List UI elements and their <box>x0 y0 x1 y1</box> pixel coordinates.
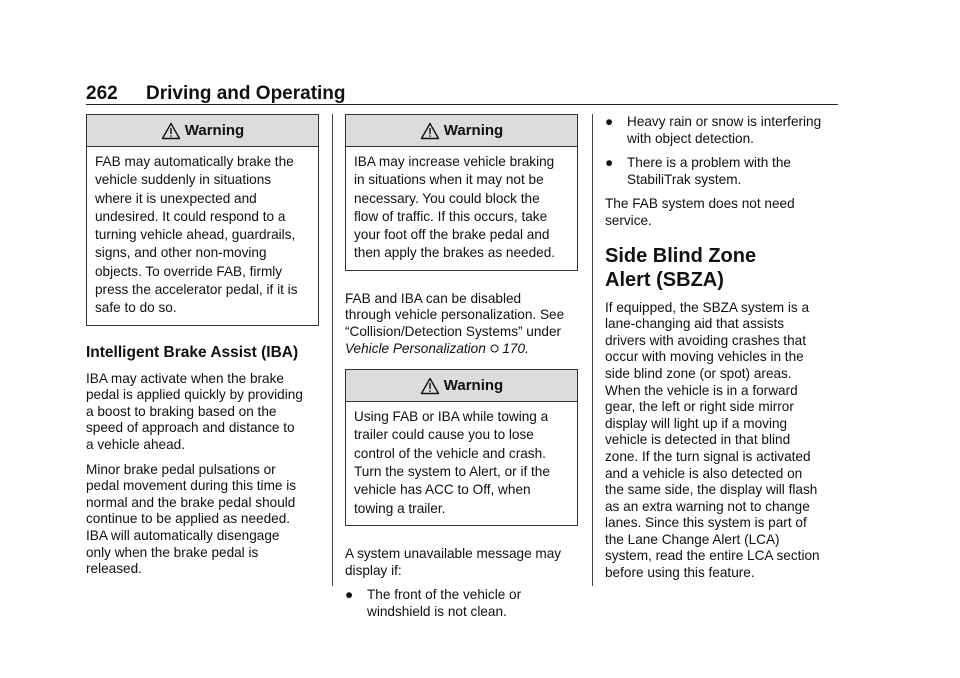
bullet-icon: ● <box>605 114 614 129</box>
text-line: with object detection. <box>627 130 754 146</box>
warning-triangle-icon <box>420 377 440 395</box>
column-3 <box>605 114 838 582</box>
text-line: When the vehicle is in a forward <box>605 382 798 398</box>
text-line: display will light up if a moving <box>605 415 788 431</box>
column-1 <box>86 114 319 578</box>
warning-box-iba <box>345 114 578 271</box>
text-line: normal and the brake pedal should <box>86 494 296 510</box>
text-line: IBA will automatically disengage <box>86 528 280 544</box>
page-number: 262 <box>86 83 118 104</box>
list-item <box>605 114 838 147</box>
warning-line: then apply the brakes as needed. <box>354 245 556 261</box>
warning-line: in situations when it may not be <box>354 172 544 188</box>
iba-heading: Intelligent Brake Assist (IBA) <box>86 343 299 361</box>
warning-line: vehicle suddenly in situations <box>95 172 272 188</box>
sbza-paragraph <box>605 300 838 582</box>
warning-box-fab <box>86 114 319 326</box>
warning-triangle-icon <box>161 122 181 140</box>
text-line: system, read the entire LCA section <box>605 548 820 564</box>
reference-page[interactable]: 170 <box>502 340 526 356</box>
column-2 <box>345 114 578 620</box>
text-line: continue to be applied as needed. <box>86 511 291 527</box>
warning-triangle-icon <box>420 122 440 140</box>
warning-line: where it is unexpected and <box>95 190 257 206</box>
warning-body <box>346 402 577 525</box>
warning-line: FAB may automatically brake the <box>95 154 294 169</box>
text-line: There is a problem with the <box>627 155 791 171</box>
text-line: released. <box>86 561 142 577</box>
heading-line: Alert (SBZA) <box>605 268 724 291</box>
warning-label: Warning <box>443 122 504 139</box>
text-line: lanes. Since this system is part of <box>605 515 807 531</box>
page-reference-icon <box>490 344 499 353</box>
text-line: IBA may activate when the brake <box>86 370 284 386</box>
warning-box-towing <box>345 369 578 526</box>
iba-paragraph-1 <box>86 371 319 454</box>
text-line: FAB and IBA can be disabled <box>345 290 522 306</box>
warning-body <box>87 147 318 325</box>
text-line: occur with moving vehicles in the <box>605 349 804 365</box>
text-line: vehicle is detected in that blind <box>605 432 791 448</box>
text-line: display if: <box>345 562 402 578</box>
text-line: windshield is not clean. <box>367 603 507 619</box>
text-line: the same side, the display will flash <box>605 482 818 498</box>
column-divider-right <box>592 114 593 586</box>
warning-line: control of the vehicle and crash. <box>354 445 546 461</box>
list-item <box>345 587 578 620</box>
text-line: the Lane Change Alert (LCA) <box>605 531 780 547</box>
warning-line: press the accelerator pedal, if it is <box>95 282 298 298</box>
text-line: The FAB system does not need <box>605 196 795 212</box>
text-line: The front of the vehicle or <box>367 587 522 603</box>
list-item <box>605 155 838 188</box>
text-line: only when the brake pedal is <box>86 544 259 560</box>
warning-line: your foot off the brake pedal and <box>354 227 550 243</box>
heading-line: Side Blind Zone <box>605 244 757 267</box>
text-line: gear, the left or right side mirror <box>605 399 794 415</box>
warning-line: vehicle has ACC to Off, when <box>354 482 531 498</box>
warning-label: Warning <box>443 377 504 395</box>
warning-body <box>346 147 577 270</box>
text-line: drivers with avoiding crashes that <box>605 332 806 348</box>
text-line: a boost to braking based on the <box>86 403 277 419</box>
warning-header <box>346 115 577 147</box>
warning-line: objects. To override FAB, firmly <box>95 263 283 279</box>
warning-line: Turn the system to Alert, or if the <box>354 464 550 480</box>
warning-line: turning vehicle ahead, guardrails, <box>95 227 296 243</box>
unavailable-paragraph <box>345 546 578 579</box>
text-line: as an extra warning not to change <box>605 498 810 514</box>
page-header <box>86 84 838 105</box>
bullet-icon: ● <box>605 155 614 171</box>
text-line: service. <box>605 212 652 228</box>
sbza-heading <box>605 244 838 292</box>
warning-line: safe to do so. <box>95 300 177 316</box>
text-line: pedal movement during this time is <box>86 478 297 494</box>
warning-line: signs, and other non-moving <box>95 245 267 261</box>
text-line: and a vehicle is also detected on <box>605 465 803 481</box>
warning-line: necessary. You could block the <box>354 190 540 206</box>
personalization-paragraph <box>345 291 578 357</box>
bullet-icon: ● <box>345 587 354 603</box>
reference-link[interactable]: Vehicle Personalization <box>345 340 486 356</box>
warning-line: Using FAB or IBA while towing a <box>354 409 549 425</box>
text-line: zone. If the turn signal is activated <box>605 448 811 464</box>
text-line: If equipped, the SBZA system is a <box>605 299 810 315</box>
iba-paragraph-2 <box>86 462 319 578</box>
page-reference-line: Vehicle Personalization 170. <box>345 340 529 356</box>
text-line: Heavy rain or snow is interfering <box>627 114 822 129</box>
text-line: lane-changing aid that assists <box>605 316 785 332</box>
text-line: a vehicle ahead. <box>86 437 186 453</box>
text-line: before using this feature. <box>605 565 755 581</box>
warning-header <box>87 115 318 147</box>
warning-line: trailer could cause you to lose <box>354 427 534 443</box>
column-divider-left <box>332 114 333 586</box>
text-line: side blind zone (or spot) areas. <box>605 365 792 381</box>
warning-line: towing a trailer. <box>354 500 446 516</box>
section-title: Driving and Operating <box>146 83 346 104</box>
text-line: pedal is applied quickly by providing <box>86 387 303 403</box>
text-line: speed of approach and distance to <box>86 420 295 436</box>
text-line: Minor brake pedal pulsations or <box>86 461 276 477</box>
text-line: StabiliTrak system. <box>627 171 742 187</box>
warning-line: flow of traffic. If this occurs, take <box>354 208 548 224</box>
warning-line: undesired. It could respond to a <box>95 208 286 224</box>
text-line: A system unavailable message may <box>345 545 562 561</box>
text-line: “Collision/Detection Systems” under <box>345 323 562 339</box>
warning-label: Warning <box>184 122 245 139</box>
fab-service-paragraph <box>605 196 838 229</box>
warning-header <box>346 370 577 402</box>
warning-line: IBA may increase vehicle braking <box>354 154 555 169</box>
text-line: through vehicle personalization. See <box>345 307 565 323</box>
